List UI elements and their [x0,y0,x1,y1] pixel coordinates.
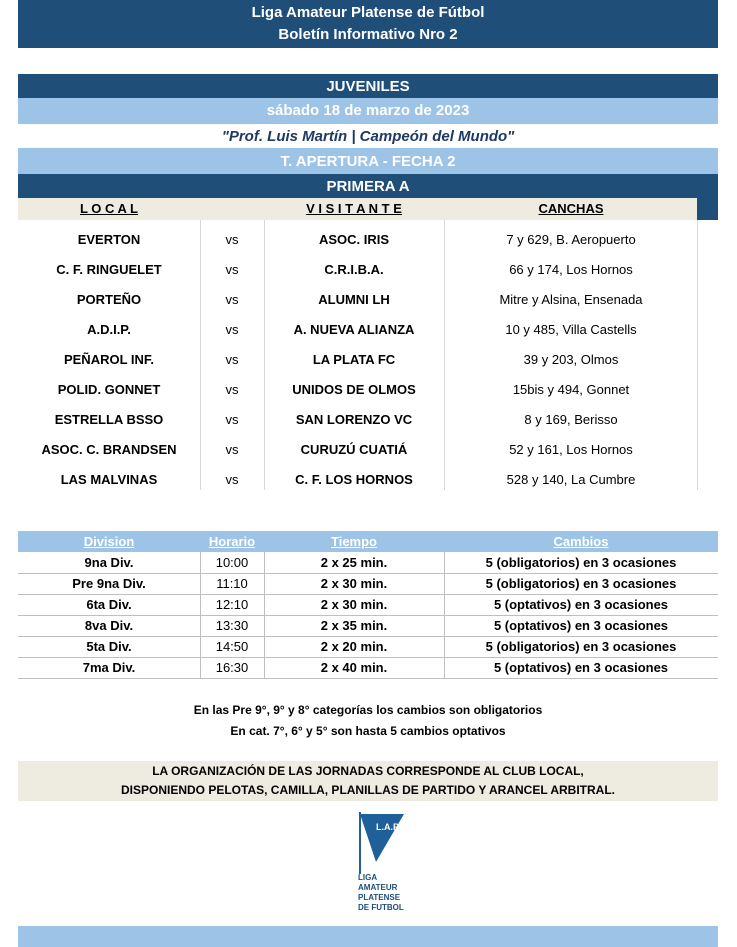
visitor-team: A. NUEVA ALIANZA [293,322,415,337]
local-team: PEÑAROL INF. [63,352,155,367]
vs-label: vs [225,232,239,247]
vs-label: vs [225,322,239,337]
schedule-time: 12:10 [215,597,249,612]
local-team: EVERTON [77,232,141,247]
flag-icon [352,810,412,922]
venue: 528 y 140, La Cumbre [506,472,636,487]
schedule-duration: 2 x 20 min. [320,639,388,654]
note-line-1: En las Pre 9°, 9° y 8° categorías los cambios son obligatorios [193,703,543,717]
local-team: PORTEÑO [76,292,142,307]
schedule-time: 11:10 [216,576,248,591]
venue: 15bis y 494, Gonnet [512,382,630,397]
visitor-team: UNIDOS DE OLMOS [292,382,416,397]
note-line-2: En cat. 7°, 6° y 5° son hasta 5 cambios optativos [230,724,506,738]
local-team: A.D.I.P. [87,322,131,337]
local-team: LAS MALVINAS [60,472,158,487]
match-row [18,465,698,495]
schedule-row [18,573,718,595]
match-row [18,345,698,375]
organization-box [18,761,718,801]
logo-line-4: DE FUTBOL [358,903,404,912]
venue: 39 y 203, Olmos [523,352,619,367]
visitor-team: C.R.I.B.A. [324,262,384,277]
schedule-changes: 5 (obligatorios) en 3 ocasiones [485,639,677,654]
local-team: ESTRELLA BSSO [54,412,164,427]
match-row [18,435,698,465]
schedule-division: 6ta Div. [86,597,132,612]
venue: 52 y 161, Los Hornos [509,442,633,457]
schedule-changes: 5 (obligatorios) en 3 ocasiones [485,576,677,591]
footer-band [18,926,718,947]
local-team: C. F. RINGUELET [56,262,162,277]
schedule-division: 9na Div. [84,555,134,570]
schedule-changes: 5 (optativos) en 3 ocasiones [493,660,669,675]
match-row [18,375,698,405]
local-team: POLID. GONNET [57,382,161,397]
schedule-row [18,657,718,679]
venue: 7 y 629, B. Aeropuerto [506,232,636,247]
col-venue: CANCHAS [538,201,604,216]
schedule-time: 13:30 [215,618,249,633]
schedule-time: 16:30 [215,660,249,675]
schedule-division: 5ta Div. [86,639,132,654]
category-title: JUVENILES [18,74,718,98]
schedule-division: 8va Div. [84,618,134,633]
tournament-round: T. APERTURA - FECHA 2 [18,148,718,174]
schedule-duration: 2 x 30 min. [320,576,388,591]
match-row [18,405,698,435]
schedule-time: 14:50 [215,639,249,654]
schedule-division: 7ma Div. [82,660,136,675]
schedule-changes: 5 (obligatorios) en 3 ocasiones [485,555,677,570]
visitor-team: ALUMNI LH [318,292,390,307]
schedule-changes: 5 (optativos) en 3 ocasiones [493,618,669,633]
division-title: PRIMERA A [18,174,718,198]
visitor-team: SAN LORENZO VC [295,412,413,427]
match-row [18,315,698,345]
logo-line-1: LIGA [358,873,378,882]
venue: 8 y 169, Berisso [524,412,618,427]
vs-label: vs [225,382,239,397]
vs-label: vs [225,442,239,457]
venue: Mitre y Alsina, Ensenada [499,292,643,307]
league-logo [352,810,412,922]
match-row [18,225,698,255]
tribute-line: "Prof. Luis Martín | Campeón del Mundo" [221,128,515,145]
schedule-division: Pre 9na Div. [72,576,146,591]
matches-header-row [18,198,697,220]
venue: 10 y 485, Villa Castells [505,322,637,337]
schedule-duration: 2 x 40 min. [320,660,388,675]
bulletin-number: Boletín Informativo Nro 2 [278,26,458,43]
col-visitor: V I S I T A N T E [306,201,402,216]
schedule-row [18,636,718,658]
schedule-duration: 2 x 30 min. [320,597,388,612]
col-division: Division [83,534,135,549]
division-title-tail [697,198,718,220]
schedule-row [18,615,718,637]
schedule-duration: 2 x 35 min. [320,618,388,633]
venue: 66 y 174, Los Hornos [509,262,633,277]
schedule-row [18,594,718,616]
schedule-header-row [18,531,718,552]
visitor-team: CURUZÚ CUATIÁ [300,442,408,457]
league-title: Liga Amateur Platense de Fútbol [251,4,485,21]
vs-label: vs [225,292,239,307]
logo-line-2: AMATEUR [358,883,398,892]
match-date: sábado 18 de marzo de 2023 [18,98,718,124]
match-row [18,255,698,285]
schedule-changes: 5 (optativos) en 3 ocasiones [493,597,669,612]
visitor-team: C. F. LOS HORNOS [295,472,413,487]
local-team: ASOC. C. BRANDSEN [41,442,177,457]
organization-line-1: LA ORGANIZACIÓN DE LAS JORNADAS CORRESPONDE AL CLUB LOCAL, [152,764,584,778]
col-time: Horario [208,534,256,549]
schedule-row [18,552,718,574]
organization-line-2: DISPONIENDO PELOTAS, CAMILLA, PLANILLAS DE PARTIDO Y ARANCEL ARBITRAL. [120,783,615,797]
match-row [18,285,698,315]
vs-label: vs [225,352,239,367]
rules-notes [18,700,718,744]
visitor-team: LA PLATA FC [312,352,396,367]
vs-label: vs [225,472,239,487]
logo-flag-text: L.A.P. [376,822,401,832]
schedule-duration: 2 x 25 min. [320,555,388,570]
col-local: L O C A L [79,201,139,216]
logo-line-3: PLATENSE [358,893,401,902]
vs-label: vs [225,412,239,427]
visitor-team: ASOC. IRIS [318,232,390,247]
col-changes: Cambios [553,534,609,549]
vs-label: vs [225,262,239,277]
schedule-time: 10:00 [215,555,249,570]
bulletin-header [18,0,718,48]
col-duration: Tiempo [331,534,377,549]
